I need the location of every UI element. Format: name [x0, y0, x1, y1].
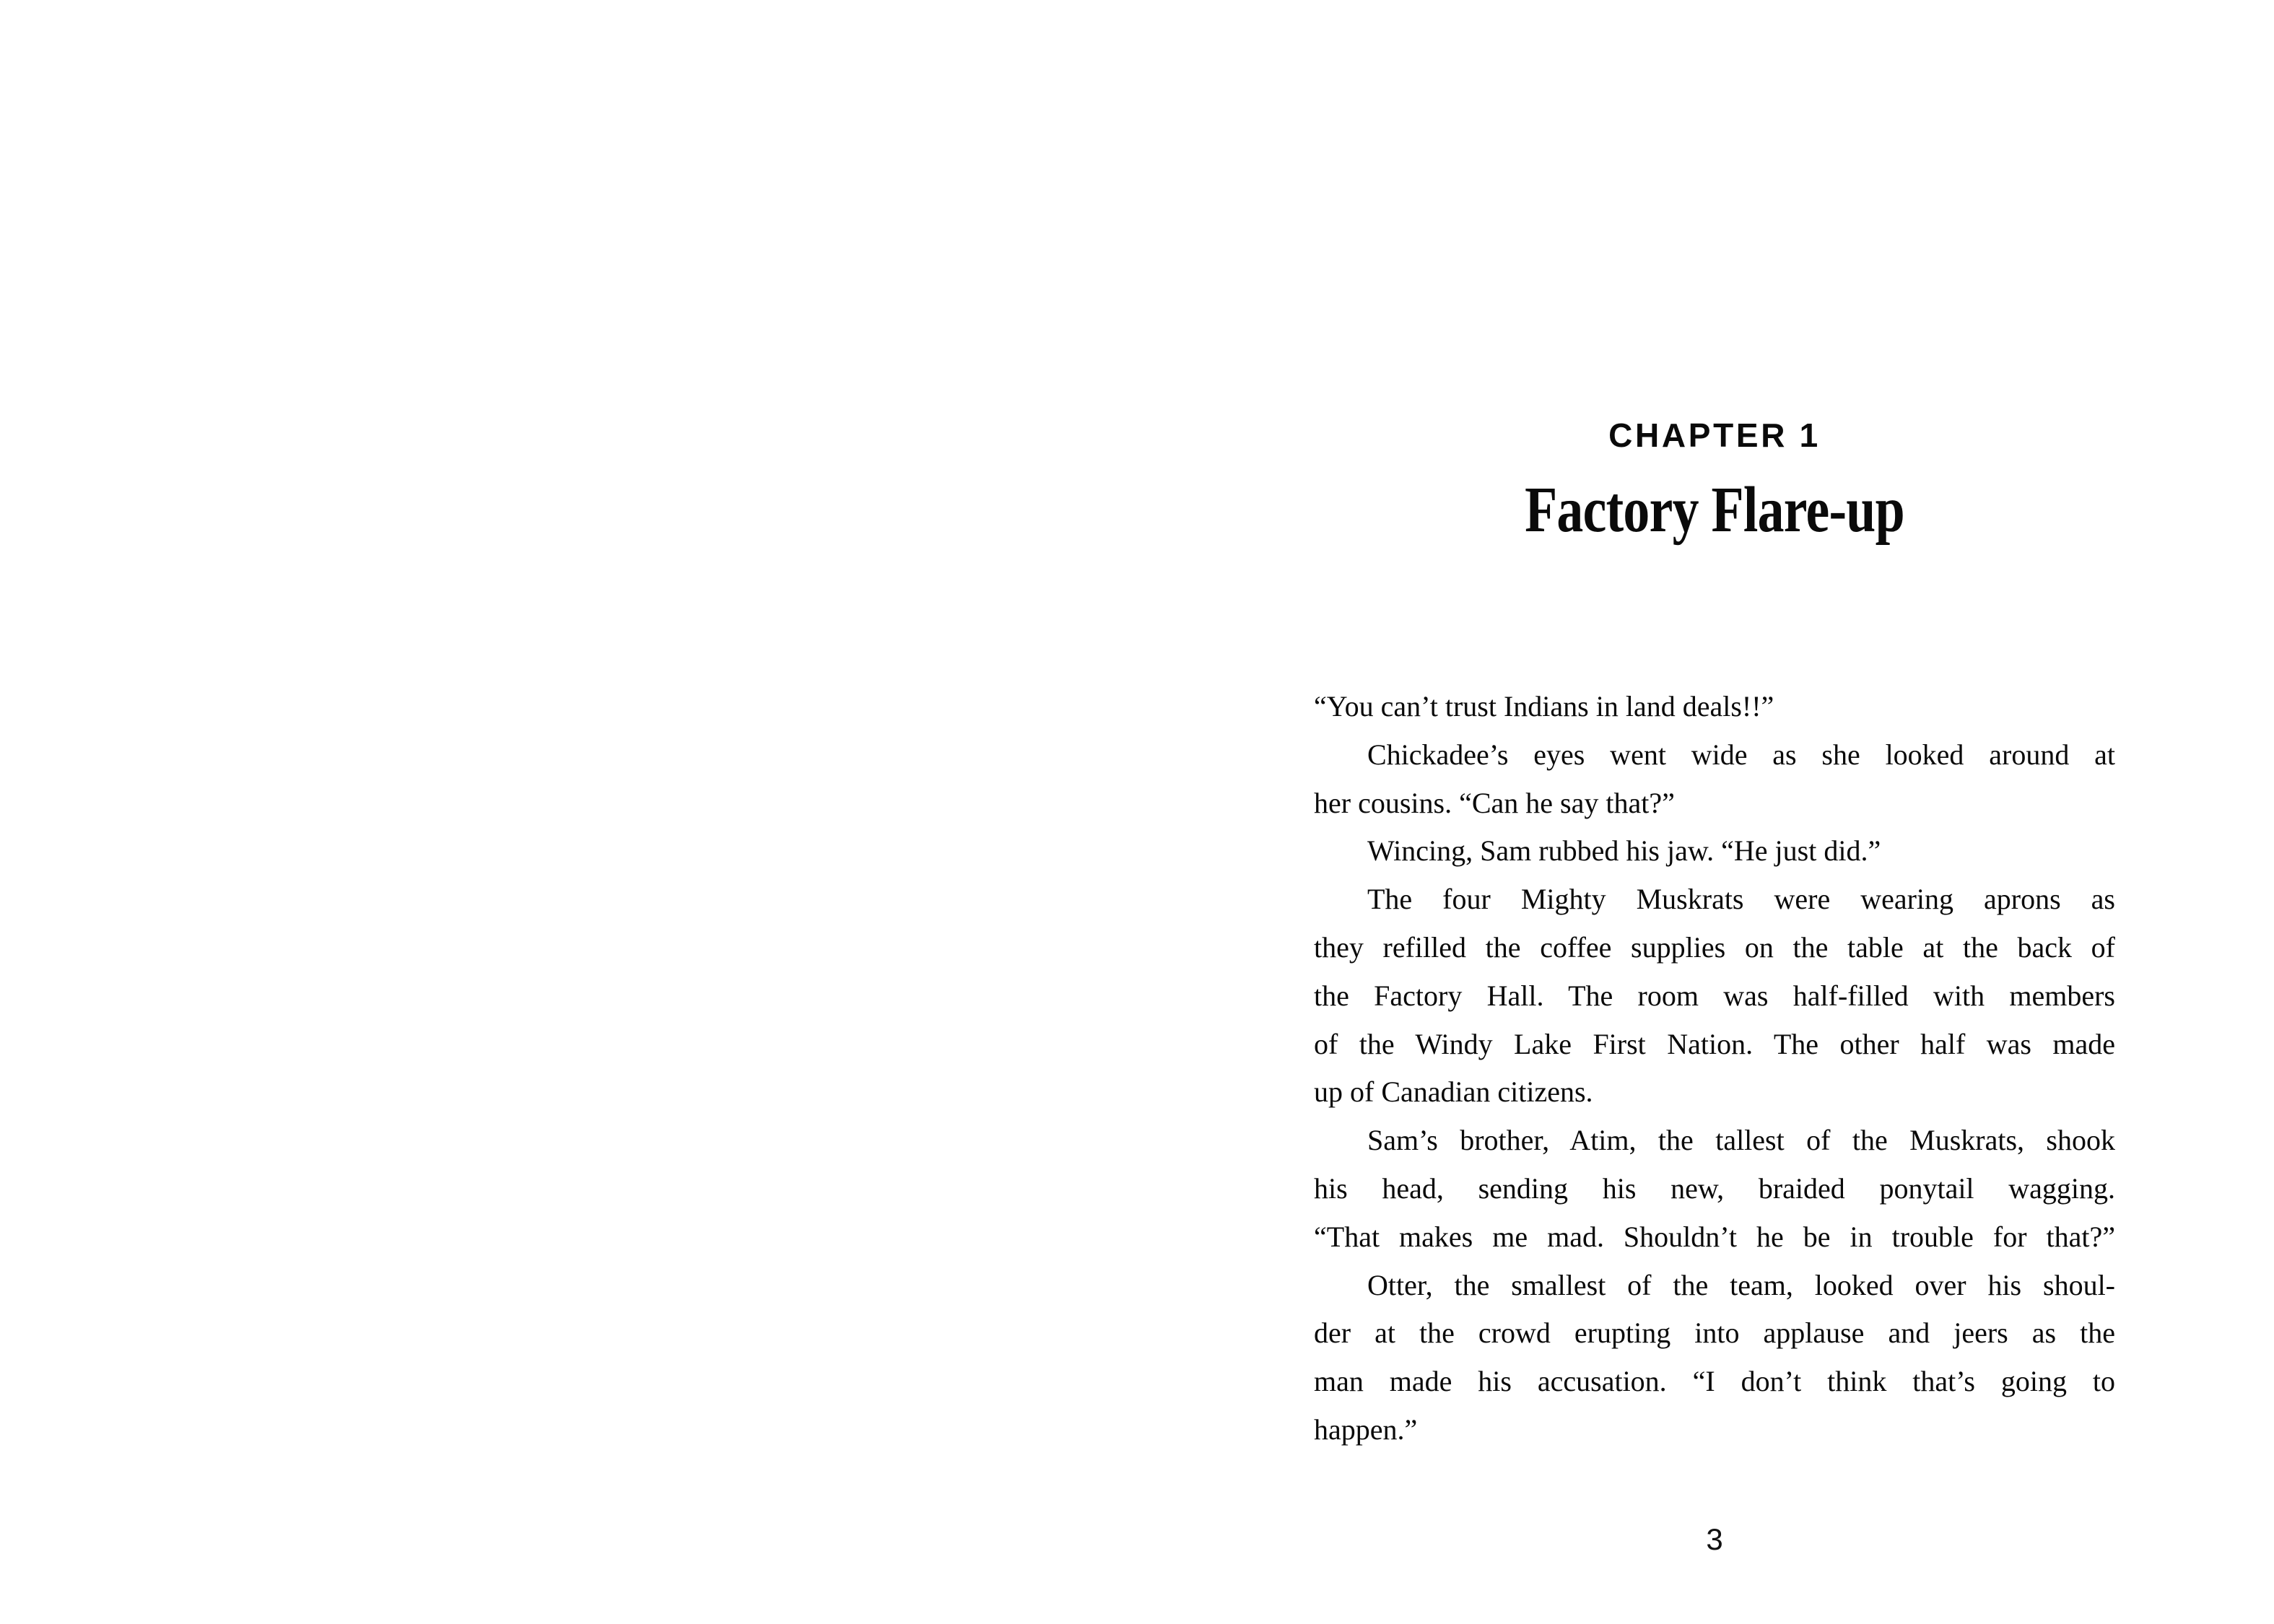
text-line: they refilled the coffee supplies on the table at the back of [1314, 930, 2115, 964]
text-line: Sam’s brother, Atim, the tallest of the Muskrats, shook [1367, 1124, 2115, 1157]
body-text [1314, 683, 2115, 1454]
text-line: of the Windy Lake First Nation. The other half was made [1314, 1027, 2115, 1060]
text-line: her cousins. “Can he say that?” [1314, 786, 1675, 819]
text-line: Chickadee’s eyes went wide as she looked around at [1367, 738, 2115, 771]
text-line: the Factory Hall. The room was half-filled with members [1314, 979, 2115, 1012]
chapter-title: Factory Flare-up [1525, 474, 1904, 546]
text-line: der at the crowd erupting into applause and jeers as the [1314, 1317, 2115, 1350]
text-line: happen.” [1314, 1413, 1418, 1446]
text-line: Wincing, Sam rubbed his jaw. “He just did.” [1367, 834, 1881, 868]
text-line: Otter, the smallest of the team, looked over his shoul- [1367, 1268, 2115, 1301]
text-line: man made his accusation. “I don’t think that’s going to [1314, 1365, 2115, 1398]
text-line: his head, sending his new, braided ponytail wagging. [1314, 1171, 2115, 1205]
page-number: 3 [1706, 1522, 1723, 1556]
chapter-kicker: CHAPTER 1 [1608, 416, 1821, 454]
text-line: The four Mighty Muskrats were wearing aprons as [1367, 883, 2115, 916]
text-line: “You can’t trust Indians in land deals!!” [1314, 690, 1774, 722]
text-line: “That makes me mad. Shouldn’t he be in trouble for that?” [1314, 1220, 2115, 1253]
text-line: up of Canadian citizens. [1314, 1075, 1593, 1109]
